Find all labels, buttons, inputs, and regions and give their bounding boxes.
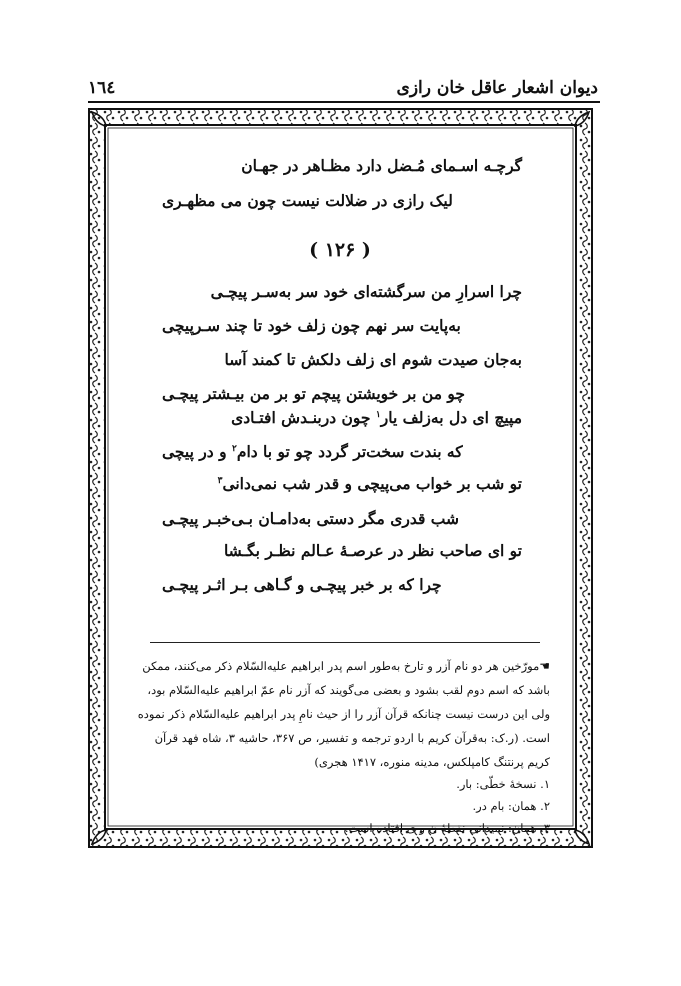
verse-line: به‌پایت سر نهم چون زلف خود تا چند سـرپیچی [162,316,461,335]
pointing-hand-icon: ☚ [539,659,550,673]
footnote-intro-line: ولی این درست نیست چنانکه قرآن آزر را از حیث نامِ پدر ابراهیم علیه‌السّلام ذکر نموده [137,707,550,721]
footnote-item: ۲. همان: بام در. [472,799,550,813]
footnote-ref: ۱ [375,409,381,420]
verse-line: چرا که بر خبر پیچـی و گـاهی بـر اثـر پیچـی [162,575,442,594]
ghazal-number: ( ۱۲۶ ) [309,239,371,261]
couplet-line: لیک رازی در ضلالت نیست چون می مظهـری [162,191,453,210]
verse-text: چون دربنـدش افتـادی [231,408,371,427]
footnote-text: مورّخین هر دو نام آزر و تارخ به‌طور اسم پدر ابراهیم علیه‌السّلام ذکر می‌کنند، ممکن [142,659,540,673]
footnote-intro-line: کریم پرنتنگ کامپلکس، مدینه منوره، ۱۴۱۷ هجری) [314,755,550,769]
footnote-ref: ۳ [217,475,223,486]
footnote-ref: ۲ [232,443,237,454]
verse-line: چرا اسرارِ من سرگشته‌ای خود سر به‌سـر پیچـی [210,282,522,301]
page-header [88,78,598,102]
verse-text: و در پیچی [162,442,227,461]
verse-line: به‌جان صیدت شوم ای زلف دلکش تا کمند آسا [224,350,522,369]
verse-line [218,474,522,493]
header-rule [88,101,600,103]
couplet-line: گرچـه اسـمای مُـضل دارد مظـاهر در جهـان [241,156,522,175]
verse-line: تو ای صاحب نظر در عرصـهٔ عـالم نظـر بگـشا [223,541,522,560]
page-number: ١٦٤ [88,78,116,98]
footnote-intro-line: است. (ر.ک: به‌قرآن کریم با اردو ترجمه و تفسیر، ص ۳۶۷، حاشیه ۳، شاه فهد قرآن [154,731,550,745]
book-title: دیوان اشعار عاقل خان رازی [396,78,598,98]
footnote-item: ۱. نسخهٔ خطّی: بار. [456,777,550,791]
footnote-intro-line [130,659,550,673]
verse-line: شب قدری مگر دستی به‌دامـان بـی‌خبـر پیچـی [162,509,460,528]
verse-text: مپیچ ای دل به‌زلف یار [380,408,522,427]
verse-text: که بندت سخت‌تر گردد چو تو با دام [236,442,463,461]
verse-text: تو شب بر خواب می‌پیچی و قدر شب نمی‌دانی [222,474,522,493]
footnote-rule [150,642,540,643]
verse-line [162,442,463,461]
verse-line: چو من بر خویشتن پیچم تو بر من بیـشتر پیچـی [162,384,465,403]
footnote-intro-line: باشد که اسم دوم لقب بشود و بعضی می‌گویند که آزر نام عمّ ابراهیم علیه‌السّلام بود، [147,683,550,697]
verse-line [231,408,522,427]
footnote-item: ۳. همان: نمیدانی نقطهٔ ن و ی افتاده است. [344,821,550,835]
